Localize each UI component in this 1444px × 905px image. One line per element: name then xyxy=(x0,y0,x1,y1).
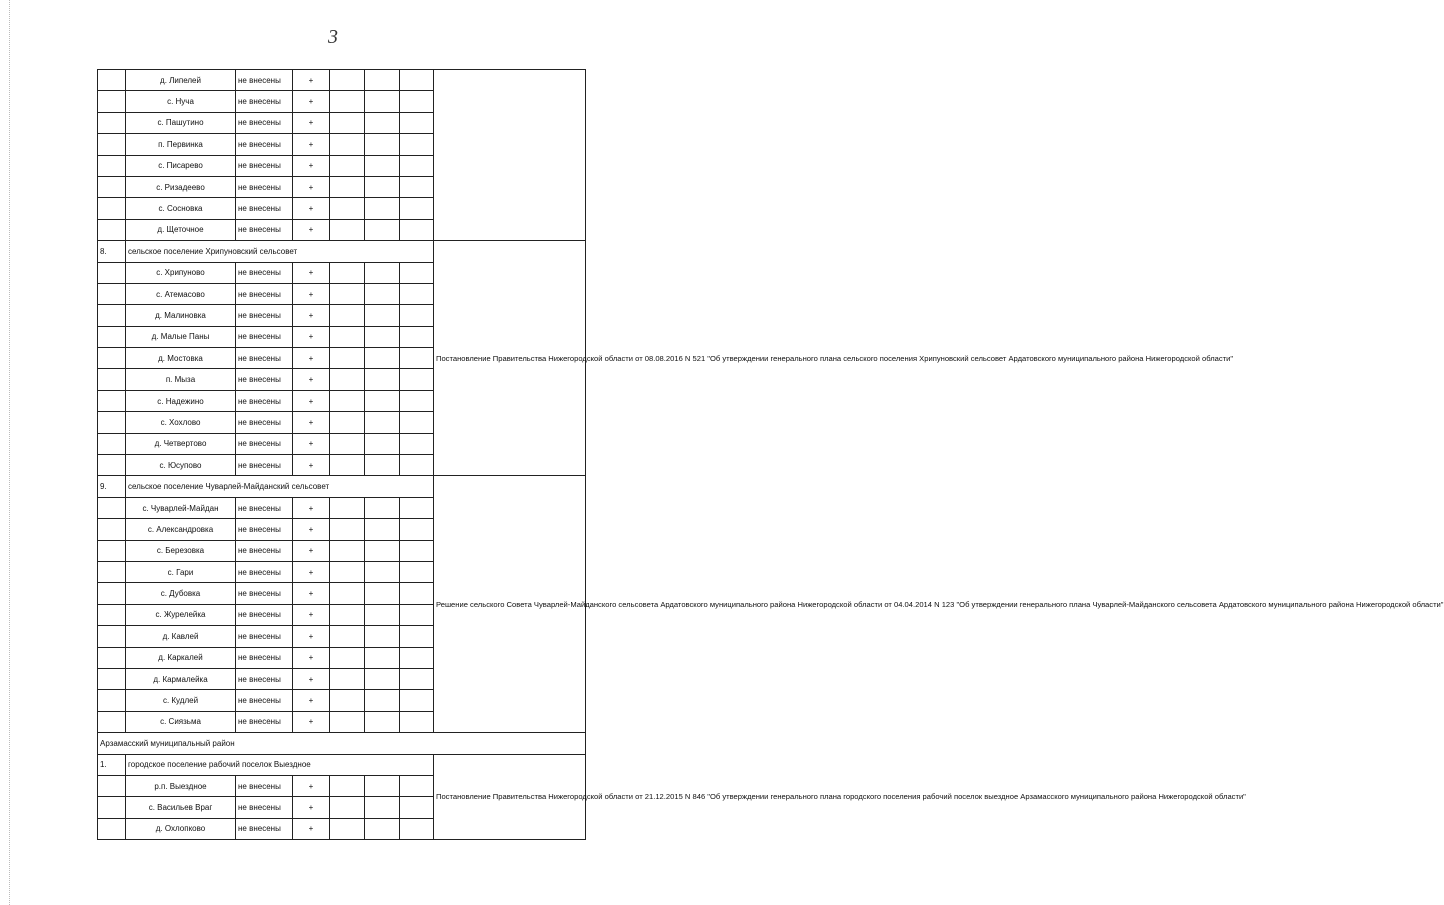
empty-cell xyxy=(365,626,400,647)
locality-name: д. Щеточное xyxy=(126,219,236,240)
changes-status: не внесены xyxy=(236,818,293,839)
changes-status: не внесены xyxy=(236,219,293,240)
changes-status: не внесены xyxy=(236,283,293,304)
row-number-cell xyxy=(98,775,126,796)
locality-name: п. Мыза xyxy=(126,369,236,390)
locality-name: с. Александровка xyxy=(126,519,236,540)
empty-cell xyxy=(365,797,400,818)
empty-cell xyxy=(330,668,365,689)
locality-name: с. Хрипуново xyxy=(126,262,236,283)
changes-status: не внесены xyxy=(236,390,293,411)
row-number-cell xyxy=(98,134,126,155)
document-cell: Постановление Правительства Нижегородской области от 08.08.2016 N 521 "Об утверждении генерального плана сельского поселения Хрипуновский сельсовет Ардатовского муниципального района Нижегородской области" xyxy=(434,241,586,476)
empty-cell xyxy=(330,540,365,561)
page-number: 3 xyxy=(328,26,338,48)
empty-cell xyxy=(400,112,434,133)
mark-cell: + xyxy=(293,455,330,476)
row-number-cell xyxy=(98,305,126,326)
row-number-cell xyxy=(98,176,126,197)
locality-name: с. Березовка xyxy=(126,540,236,561)
empty-cell xyxy=(330,91,365,112)
locality-name: д. Мостовка xyxy=(126,348,236,369)
empty-cell xyxy=(330,155,365,176)
locality-name: с. Надежино xyxy=(126,390,236,411)
locality-name: с. Пашутино xyxy=(126,112,236,133)
empty-cell xyxy=(330,283,365,304)
row-number-cell xyxy=(98,70,126,91)
scan-edge-line xyxy=(9,0,10,905)
locality-name: с. Журелейка xyxy=(126,604,236,625)
mark-cell: + xyxy=(293,155,330,176)
changes-status: не внесены xyxy=(236,626,293,647)
empty-cell xyxy=(365,176,400,197)
changes-status: не внесены xyxy=(236,176,293,197)
empty-cell xyxy=(330,262,365,283)
settlements-table xyxy=(97,69,1444,840)
row-number-cell xyxy=(98,198,126,219)
empty-cell xyxy=(400,262,434,283)
mark-cell: + xyxy=(293,134,330,155)
settlement-name: городское поселение рабочий поселок Выездное xyxy=(126,754,434,775)
empty-cell xyxy=(400,283,434,304)
mark-cell: + xyxy=(293,690,330,711)
empty-cell xyxy=(365,519,400,540)
settlement-name: сельское поселение Хрипуновский сельсовет xyxy=(126,241,434,262)
document-cell xyxy=(434,70,586,241)
mark-cell: + xyxy=(293,818,330,839)
row-number-cell xyxy=(98,797,126,818)
settlement-header-row xyxy=(98,754,586,775)
changes-status: не внесены xyxy=(236,91,293,112)
empty-cell xyxy=(330,690,365,711)
table-body xyxy=(98,70,1444,840)
empty-cell xyxy=(400,134,434,155)
changes-status: не внесены xyxy=(236,433,293,454)
empty-cell xyxy=(330,433,365,454)
locality-name: д. Охлопково xyxy=(126,818,236,839)
empty-cell xyxy=(400,305,434,326)
empty-cell xyxy=(400,711,434,732)
mark-cell: + xyxy=(293,283,330,304)
changes-status: не внесены xyxy=(236,540,293,561)
changes-status: не внесены xyxy=(236,262,293,283)
row-number-cell xyxy=(98,647,126,668)
empty-cell xyxy=(330,348,365,369)
empty-cell xyxy=(365,711,400,732)
document-cell: Решение сельского Совета Чуварлей-Майданского сельсовета Ардатовского муниципального района Нижегородской области от 04.04.2014 N 123 "Об утверждении генерального плана Чуварлей-Майданского сельсовета Ардатовского муниципального района Нижегородской области" xyxy=(434,476,586,733)
locality-name: с. Ризадеево xyxy=(126,176,236,197)
empty-cell xyxy=(365,775,400,796)
locality-name: с. Хохлово xyxy=(126,412,236,433)
locality-name: с. Атемасово xyxy=(126,283,236,304)
locality-name: р.п. Выездное xyxy=(126,775,236,796)
changes-status: не внесены xyxy=(236,455,293,476)
locality-name: с. Дубовка xyxy=(126,583,236,604)
empty-cell xyxy=(400,433,434,454)
empty-cell xyxy=(365,390,400,411)
locality-name: д. Кармалейка xyxy=(126,668,236,689)
mark-cell: + xyxy=(293,219,330,240)
empty-cell xyxy=(365,112,400,133)
empty-cell xyxy=(365,433,400,454)
changes-status: не внесены xyxy=(236,70,293,91)
changes-status: не внесены xyxy=(236,561,293,582)
mark-cell: + xyxy=(293,326,330,347)
empty-cell xyxy=(330,134,365,155)
empty-cell xyxy=(400,690,434,711)
empty-cell xyxy=(365,91,400,112)
empty-cell xyxy=(330,561,365,582)
changes-status: не внесены xyxy=(236,155,293,176)
locality-name: д. Четвертово xyxy=(126,433,236,454)
empty-cell xyxy=(400,91,434,112)
mark-cell: + xyxy=(293,91,330,112)
row-number-cell xyxy=(98,112,126,133)
changes-status: не внесены xyxy=(236,775,293,796)
empty-cell xyxy=(365,497,400,518)
mark-cell: + xyxy=(293,519,330,540)
empty-cell xyxy=(330,797,365,818)
empty-cell xyxy=(365,198,400,219)
mark-cell: + xyxy=(293,348,330,369)
mark-cell: + xyxy=(293,668,330,689)
empty-cell xyxy=(365,647,400,668)
empty-cell xyxy=(400,390,434,411)
settlement-name: сельское поселение Чуварлей-Майданский сельсовет xyxy=(126,476,434,497)
changes-status: не внесены xyxy=(236,690,293,711)
row-number-cell xyxy=(98,497,126,518)
row-number-cell xyxy=(98,540,126,561)
empty-cell xyxy=(400,369,434,390)
row-number-cell xyxy=(98,818,126,839)
changes-status: не внесены xyxy=(236,305,293,326)
row-number-cell xyxy=(98,583,126,604)
locality-name: с. Сиязьма xyxy=(126,711,236,732)
changes-status: не внесены xyxy=(236,497,293,518)
mark-cell: + xyxy=(293,626,330,647)
empty-cell xyxy=(365,818,400,839)
empty-cell xyxy=(400,348,434,369)
empty-cell xyxy=(365,583,400,604)
empty-cell xyxy=(400,540,434,561)
empty-cell xyxy=(330,390,365,411)
row-number-cell xyxy=(98,604,126,625)
locality-name: с. Юсупово xyxy=(126,455,236,476)
changes-status: не внесены xyxy=(236,198,293,219)
empty-cell xyxy=(400,497,434,518)
empty-cell xyxy=(400,561,434,582)
table-row xyxy=(98,70,586,91)
empty-cell xyxy=(330,775,365,796)
empty-cell xyxy=(330,219,365,240)
empty-cell xyxy=(365,219,400,240)
mark-cell: + xyxy=(293,112,330,133)
locality-name: с. Сосновка xyxy=(126,198,236,219)
row-number-cell xyxy=(98,390,126,411)
empty-cell xyxy=(365,369,400,390)
changes-status: не внесены xyxy=(236,519,293,540)
row-number-cell xyxy=(98,626,126,647)
mark-cell: + xyxy=(293,305,330,326)
empty-cell xyxy=(400,818,434,839)
district-row xyxy=(98,733,586,754)
empty-cell xyxy=(400,626,434,647)
locality-name: д. Малиновка xyxy=(126,305,236,326)
empty-cell xyxy=(365,134,400,155)
mark-cell: + xyxy=(293,647,330,668)
empty-cell xyxy=(365,70,400,91)
empty-cell xyxy=(330,583,365,604)
locality-name: д. Каркалей xyxy=(126,647,236,668)
empty-cell xyxy=(365,540,400,561)
settlement-number: 8. xyxy=(98,241,126,262)
locality-name: с. Нуча xyxy=(126,91,236,112)
row-number-cell xyxy=(98,711,126,732)
mark-cell: + xyxy=(293,604,330,625)
empty-cell xyxy=(330,112,365,133)
row-number-cell xyxy=(98,91,126,112)
mark-cell: + xyxy=(293,497,330,518)
locality-name: с. Васильев Враг xyxy=(126,797,236,818)
row-number-cell xyxy=(98,455,126,476)
locality-name: с. Гари xyxy=(126,561,236,582)
document-cell: Постановление Правительства Нижегородской области от 21.12.2015 N 846 "Об утверждении генерального плана городского поселения рабочий поселок выездное Арзамасского муниципального района Нижегородской области" xyxy=(434,754,586,840)
empty-cell xyxy=(400,176,434,197)
locality-name: п. Первинка xyxy=(126,134,236,155)
mark-cell: + xyxy=(293,198,330,219)
changes-status: не внесены xyxy=(236,583,293,604)
changes-status: не внесены xyxy=(236,112,293,133)
changes-status: не внесены xyxy=(236,326,293,347)
empty-cell xyxy=(365,283,400,304)
changes-status: не внесены xyxy=(236,604,293,625)
changes-status: не внесены xyxy=(236,369,293,390)
locality-name: д. Кавлей xyxy=(126,626,236,647)
empty-cell xyxy=(400,198,434,219)
settlement-number: 9. xyxy=(98,476,126,497)
row-number-cell xyxy=(98,561,126,582)
mark-cell: + xyxy=(293,412,330,433)
row-number-cell xyxy=(98,519,126,540)
empty-cell xyxy=(330,519,365,540)
empty-cell xyxy=(400,412,434,433)
empty-cell xyxy=(365,412,400,433)
empty-cell xyxy=(330,818,365,839)
mark-cell: + xyxy=(293,176,330,197)
empty-cell xyxy=(330,412,365,433)
row-number-cell xyxy=(98,155,126,176)
row-number-cell xyxy=(98,690,126,711)
row-number-cell xyxy=(98,326,126,347)
empty-cell xyxy=(400,668,434,689)
changes-status: не внесены xyxy=(236,412,293,433)
empty-cell xyxy=(365,604,400,625)
settlement-header-row xyxy=(98,241,586,262)
empty-cell xyxy=(365,348,400,369)
empty-cell xyxy=(365,155,400,176)
empty-cell xyxy=(330,369,365,390)
empty-cell xyxy=(400,647,434,668)
row-number-cell xyxy=(98,433,126,454)
empty-cell xyxy=(400,219,434,240)
empty-cell xyxy=(330,711,365,732)
empty-cell xyxy=(365,455,400,476)
mark-cell: + xyxy=(293,70,330,91)
mark-cell: + xyxy=(293,369,330,390)
empty-cell xyxy=(400,455,434,476)
settlement-number: 1. xyxy=(98,754,126,775)
row-number-cell xyxy=(98,262,126,283)
locality-name: д. Липелей xyxy=(126,70,236,91)
mark-cell: + xyxy=(293,797,330,818)
mark-cell: + xyxy=(293,775,330,796)
changes-status: не внесены xyxy=(236,348,293,369)
mark-cell: + xyxy=(293,390,330,411)
row-number-cell xyxy=(98,219,126,240)
district-name: Арзамасский муниципальный район xyxy=(98,733,586,754)
mark-cell: + xyxy=(293,540,330,561)
settlement-header-row xyxy=(98,476,586,497)
row-number-cell xyxy=(98,412,126,433)
empty-cell xyxy=(330,647,365,668)
mark-cell: + xyxy=(293,262,330,283)
changes-status: не внесены xyxy=(236,711,293,732)
empty-cell xyxy=(400,604,434,625)
locality-name: с. Чуварлей-Майдан xyxy=(126,497,236,518)
mark-cell: + xyxy=(293,711,330,732)
empty-cell xyxy=(400,583,434,604)
empty-cell xyxy=(330,455,365,476)
empty-cell xyxy=(330,326,365,347)
locality-name: с. Кудлей xyxy=(126,690,236,711)
row-number-cell xyxy=(98,283,126,304)
empty-cell xyxy=(365,668,400,689)
mark-cell: + xyxy=(293,433,330,454)
changes-status: не внесены xyxy=(236,797,293,818)
mark-cell: + xyxy=(293,583,330,604)
empty-cell xyxy=(330,70,365,91)
changes-status: не внесены xyxy=(236,134,293,155)
empty-cell xyxy=(400,519,434,540)
empty-cell xyxy=(400,797,434,818)
empty-cell xyxy=(330,626,365,647)
empty-cell xyxy=(400,70,434,91)
empty-cell xyxy=(330,497,365,518)
empty-cell xyxy=(400,326,434,347)
row-number-cell xyxy=(98,348,126,369)
row-number-cell xyxy=(98,369,126,390)
changes-status: не внесены xyxy=(236,647,293,668)
mark-cell: + xyxy=(293,561,330,582)
empty-cell xyxy=(365,326,400,347)
empty-cell xyxy=(365,561,400,582)
changes-status: не внесены xyxy=(236,668,293,689)
empty-cell xyxy=(330,176,365,197)
locality-name: с. Писарево xyxy=(126,155,236,176)
empty-cell xyxy=(365,262,400,283)
empty-cell xyxy=(330,305,365,326)
empty-cell xyxy=(365,305,400,326)
row-number-cell xyxy=(98,668,126,689)
empty-cell xyxy=(400,775,434,796)
locality-name: д. Малые Паны xyxy=(126,326,236,347)
empty-cell xyxy=(330,198,365,219)
empty-cell xyxy=(365,690,400,711)
empty-cell xyxy=(400,155,434,176)
empty-cell xyxy=(330,604,365,625)
